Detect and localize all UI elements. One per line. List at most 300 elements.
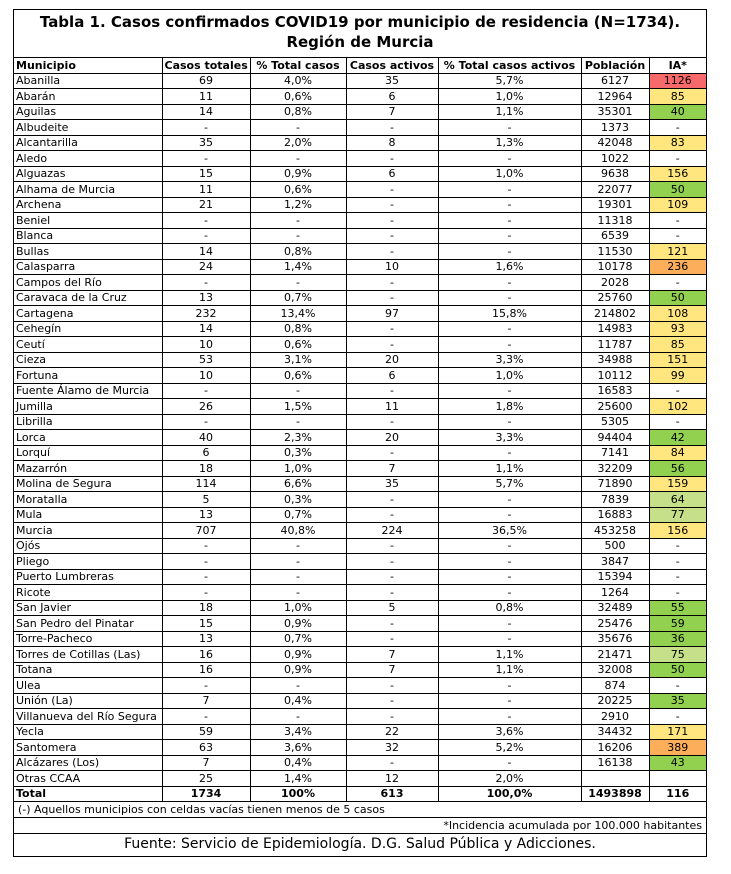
cell-municipio: Unión (La)	[14, 693, 162, 709]
cell-pct-casos-activos: 1,0%	[438, 89, 581, 105]
cell-municipio: Bullas	[14, 244, 162, 260]
cell-casos-totales: 26	[162, 399, 250, 415]
cell-pct-casos-activos: -	[438, 337, 581, 353]
cell-municipio: Cieza	[14, 352, 162, 368]
cell-poblacion: 25760	[581, 290, 649, 306]
cell-pct-casos-activos: -	[438, 693, 581, 709]
cell-ia: 159	[649, 476, 706, 492]
cell-casos-totales: 18	[162, 461, 250, 477]
cell-casos-activos: 22	[346, 724, 438, 740]
cell-pct-casos-activos: -	[438, 445, 581, 461]
cell-pct-total-casos: -	[250, 569, 346, 585]
table-row	[14, 755, 706, 771]
table-row	[14, 445, 706, 461]
cell-casos-totales: 11	[162, 182, 250, 198]
cell-pct-casos-activos: -	[438, 228, 581, 244]
cell-poblacion: 35301	[581, 104, 649, 120]
cell-pct-total-casos: 0,8%	[250, 244, 346, 260]
cell-casos-activos: -	[346, 321, 438, 337]
footnote-dash: (-) Aquellos municipios con celdas vacías tienen menos de 5 casos	[14, 802, 706, 818]
cell-poblacion: 1373	[581, 120, 649, 136]
table-row	[14, 430, 706, 446]
cell-poblacion: 10112	[581, 368, 649, 384]
cell-casos-activos: 11	[346, 399, 438, 415]
cell-pct-total-casos: 3,4%	[250, 724, 346, 740]
cell-casos-activos: 97	[346, 306, 438, 322]
cell-ia: 156	[649, 523, 706, 539]
cell-municipio: San Pedro del Pinatar	[14, 616, 162, 632]
cell-ia: 36	[649, 631, 706, 647]
cell-poblacion: 34988	[581, 352, 649, 368]
cell-ia: -	[649, 569, 706, 585]
table-row	[14, 244, 706, 260]
cell-ia: -	[649, 151, 706, 167]
cell-poblacion: 453258	[581, 523, 649, 539]
cell-poblacion: 21471	[581, 647, 649, 663]
cell-pct-casos-activos: -	[438, 383, 581, 399]
cell-poblacion: 32209	[581, 461, 649, 477]
header-casos-totales: Casos totales	[162, 58, 250, 73]
cell-municipio: Otras CCAA	[14, 771, 162, 787]
cell-ia	[649, 771, 706, 787]
cell-municipio: Mula	[14, 507, 162, 523]
cell-poblacion	[581, 771, 649, 787]
table-row	[14, 120, 706, 136]
cases-table	[14, 58, 706, 802]
cell-ia: 50	[649, 290, 706, 306]
title-line-2: Región de Murcia	[286, 33, 434, 51]
cell-pct-total-casos: 6,6%	[250, 476, 346, 492]
cell-municipio: Fortuna	[14, 368, 162, 384]
cell-casos-totales: 11	[162, 89, 250, 105]
cell-pct-casos-activos: 2,0%	[438, 771, 581, 787]
cell-pct-total-casos: -	[250, 120, 346, 136]
cell-casos-activos: -	[346, 445, 438, 461]
cell-pct-casos-activos: -	[438, 631, 581, 647]
cell-poblacion: 16883	[581, 507, 649, 523]
cell-poblacion: 7141	[581, 445, 649, 461]
table-row	[14, 197, 706, 213]
table-row	[14, 476, 706, 492]
cell-pct-total-casos: 0,4%	[250, 693, 346, 709]
cell-casos-activos: -	[346, 507, 438, 523]
cell-ia: 156	[649, 166, 706, 182]
cell-poblacion: 214802	[581, 306, 649, 322]
cell-municipio: Librilla	[14, 414, 162, 430]
cell-municipio: Cehegín	[14, 321, 162, 337]
cell-casos-activos: -	[346, 585, 438, 601]
cell-casos-totales: -	[162, 151, 250, 167]
cell-casos-totales: 14	[162, 104, 250, 120]
cell-municipio: Ulea	[14, 678, 162, 694]
header-poblacion: Población	[581, 58, 649, 73]
cell-pct-casos-activos: -	[438, 182, 581, 198]
cell-pct-total-casos: 2,0%	[250, 135, 346, 151]
cell-casos-totales: 25	[162, 771, 250, 787]
cell-ia: 50	[649, 182, 706, 198]
cell-casos-activos: 32	[346, 740, 438, 756]
cell-poblacion: 3847	[581, 554, 649, 570]
cell-ia: 171	[649, 724, 706, 740]
cell-pct-total-casos: 0,6%	[250, 368, 346, 384]
cell-casos-totales: -	[162, 120, 250, 136]
table-row	[14, 569, 706, 585]
total-pct-casos: 100%	[250, 786, 346, 802]
cell-poblacion: 11787	[581, 337, 649, 353]
cell-pct-casos-activos: 5,7%	[438, 476, 581, 492]
cell-ia: 59	[649, 616, 706, 632]
cell-ia: 40	[649, 104, 706, 120]
table-row	[14, 135, 706, 151]
cell-municipio: Ojós	[14, 538, 162, 554]
cell-municipio: Lorca	[14, 430, 162, 446]
cell-municipio: Calasparra	[14, 259, 162, 275]
cell-casos-totales: 707	[162, 523, 250, 539]
cell-pct-total-casos: 0,3%	[250, 445, 346, 461]
cell-pct-total-casos: 0,6%	[250, 182, 346, 198]
cell-pct-casos-activos: -	[438, 616, 581, 632]
cell-municipio: Torre-Pacheco	[14, 631, 162, 647]
cell-casos-totales: 15	[162, 616, 250, 632]
cell-pct-total-casos: -	[250, 213, 346, 229]
cell-casos-activos: -	[346, 337, 438, 353]
cell-pct-casos-activos: 5,2%	[438, 740, 581, 756]
cell-ia: 50	[649, 662, 706, 678]
cell-pct-total-casos: -	[250, 228, 346, 244]
cell-casos-activos: -	[346, 616, 438, 632]
cell-casos-totales: 16	[162, 662, 250, 678]
cell-poblacion: 5305	[581, 414, 649, 430]
table-row	[14, 771, 706, 787]
cell-ia: 151	[649, 352, 706, 368]
cell-pct-total-casos: 1,5%	[250, 399, 346, 415]
cell-poblacion: 16583	[581, 383, 649, 399]
cell-casos-totales: -	[162, 538, 250, 554]
cell-casos-totales: 114	[162, 476, 250, 492]
cell-casos-totales: 24	[162, 259, 250, 275]
cell-pct-casos-activos: 3,3%	[438, 352, 581, 368]
cell-ia: -	[649, 120, 706, 136]
cell-casos-totales: -	[162, 554, 250, 570]
cell-casos-totales: 13	[162, 631, 250, 647]
cell-municipio: Beniel	[14, 213, 162, 229]
cell-municipio: Alhama de Murcia	[14, 182, 162, 198]
header-casos-activos: Casos activos	[346, 58, 438, 73]
cell-pct-casos-activos: 1,0%	[438, 166, 581, 182]
cell-ia: 75	[649, 647, 706, 663]
cell-casos-activos: 20	[346, 352, 438, 368]
cell-poblacion: 25476	[581, 616, 649, 632]
cell-poblacion: 10178	[581, 259, 649, 275]
source-note: Fuente: Servicio de Epidemiología. D.G. Salud Pública y Adicciones.	[124, 836, 596, 852]
cell-casos-activos: 6	[346, 89, 438, 105]
cell-casos-activos: 6	[346, 368, 438, 384]
cell-casos-totales: 7	[162, 755, 250, 771]
cell-ia: 389	[649, 740, 706, 756]
cell-municipio: Caravaca de la Cruz	[14, 290, 162, 306]
cell-municipio: Cartagena	[14, 306, 162, 322]
table-row	[14, 693, 706, 709]
cell-pct-casos-activos: -	[438, 151, 581, 167]
table-row	[14, 492, 706, 508]
cell-casos-activos: -	[346, 182, 438, 198]
table-row	[14, 616, 706, 632]
cell-pct-casos-activos: -	[438, 414, 581, 430]
cell-casos-totales: -	[162, 585, 250, 601]
table-row	[14, 228, 706, 244]
cell-poblacion: 11530	[581, 244, 649, 260]
cell-ia: 77	[649, 507, 706, 523]
cell-ia: 108	[649, 306, 706, 322]
cell-casos-totales: 21	[162, 197, 250, 213]
cell-casos-activos: -	[346, 244, 438, 260]
cell-ia: -	[649, 213, 706, 229]
table-row	[14, 399, 706, 415]
cell-ia: 1126	[649, 73, 706, 89]
table-row	[14, 600, 706, 616]
cell-pct-total-casos: 13,4%	[250, 306, 346, 322]
cell-casos-totales: 232	[162, 306, 250, 322]
table-row	[14, 259, 706, 275]
cell-municipio: Archena	[14, 197, 162, 213]
cell-poblacion: 19301	[581, 197, 649, 213]
cell-casos-totales: 59	[162, 724, 250, 740]
table-row	[14, 73, 706, 89]
cell-ia: -	[649, 538, 706, 554]
cell-ia: -	[649, 228, 706, 244]
cell-pct-casos-activos: 1,6%	[438, 259, 581, 275]
cell-pct-total-casos: 0,6%	[250, 337, 346, 353]
table-row	[14, 383, 706, 399]
cell-ia: -	[649, 275, 706, 291]
cell-pct-casos-activos: 1,1%	[438, 104, 581, 120]
cell-pct-casos-activos: 3,3%	[438, 430, 581, 446]
cell-municipio: Lorquí	[14, 445, 162, 461]
cell-casos-totales: 5	[162, 492, 250, 508]
cell-pct-casos-activos: -	[438, 275, 581, 291]
cell-poblacion: 12964	[581, 89, 649, 105]
cell-municipio: Albudeite	[14, 120, 162, 136]
cell-casos-totales: 7	[162, 693, 250, 709]
cell-ia: -	[649, 678, 706, 694]
cell-municipio: Blanca	[14, 228, 162, 244]
cell-casos-totales: 10	[162, 337, 250, 353]
cell-municipio: Mazarrón	[14, 461, 162, 477]
cell-ia: 99	[649, 368, 706, 384]
cell-poblacion: 1022	[581, 151, 649, 167]
table-row	[14, 213, 706, 229]
cell-municipio: San Javier	[14, 600, 162, 616]
cell-municipio: Puerto Lumbreras	[14, 569, 162, 585]
cell-pct-total-casos: -	[250, 414, 346, 430]
cell-pct-casos-activos: -	[438, 321, 581, 337]
cell-casos-totales: 13	[162, 290, 250, 306]
cell-pct-casos-activos: -	[438, 507, 581, 523]
cell-casos-totales: 13	[162, 507, 250, 523]
table-row	[14, 507, 706, 523]
cell-pct-total-casos: -	[250, 383, 346, 399]
cell-casos-activos: -	[346, 492, 438, 508]
cell-pct-casos-activos: -	[438, 709, 581, 725]
cell-ia: 93	[649, 321, 706, 337]
cell-pct-total-casos: 0,8%	[250, 321, 346, 337]
cell-pct-casos-activos: -	[438, 290, 581, 306]
cell-pct-total-casos: 0,7%	[250, 290, 346, 306]
cell-poblacion: 1264	[581, 585, 649, 601]
table-row	[14, 306, 706, 322]
cell-casos-totales: 35	[162, 135, 250, 151]
cell-pct-casos-activos: -	[438, 554, 581, 570]
footnote-ia: *Incidencia acumulada por 100.000 habitantes	[14, 818, 706, 834]
cell-municipio: Totana	[14, 662, 162, 678]
cell-casos-activos: -	[346, 678, 438, 694]
cell-casos-activos: -	[346, 120, 438, 136]
cell-ia: 102	[649, 399, 706, 415]
total-casos: 1734	[162, 786, 250, 802]
cell-casos-activos: -	[346, 275, 438, 291]
cell-poblacion: 7839	[581, 492, 649, 508]
cell-casos-activos: -	[346, 290, 438, 306]
cell-ia: 64	[649, 492, 706, 508]
cell-casos-totales: -	[162, 213, 250, 229]
cell-pct-total-casos: 3,1%	[250, 352, 346, 368]
total-ia: 116	[649, 786, 706, 802]
cell-municipio: Abanilla	[14, 73, 162, 89]
cell-municipio: Jumilla	[14, 399, 162, 415]
table-row	[14, 151, 706, 167]
cell-ia: 56	[649, 461, 706, 477]
cell-pct-total-casos: 0,9%	[250, 647, 346, 663]
cell-pct-total-casos: 0,9%	[250, 166, 346, 182]
table-body	[14, 73, 706, 786]
cell-poblacion: 42048	[581, 135, 649, 151]
cell-municipio: Pliego	[14, 554, 162, 570]
cell-pct-total-casos: 0,9%	[250, 662, 346, 678]
table-row	[14, 662, 706, 678]
cell-casos-totales: 18	[162, 600, 250, 616]
cell-ia: 35	[649, 693, 706, 709]
cell-casos-activos: -	[346, 554, 438, 570]
table-title	[14, 10, 706, 58]
cell-municipio: Alcázares (Los)	[14, 755, 162, 771]
cell-pct-casos-activos: -	[438, 755, 581, 771]
cell-ia: -	[649, 554, 706, 570]
cell-casos-activos: 5	[346, 600, 438, 616]
cell-casos-activos: 6	[346, 166, 438, 182]
cell-poblacion: 94404	[581, 430, 649, 446]
total-label: Total	[14, 786, 162, 802]
cell-pct-total-casos: 0,3%	[250, 492, 346, 508]
cell-poblacion: 25600	[581, 399, 649, 415]
table-row	[14, 740, 706, 756]
cell-municipio: Torres de Cotillas (Las)	[14, 647, 162, 663]
cell-pct-total-casos: 0,7%	[250, 507, 346, 523]
cell-pct-total-casos: 0,6%	[250, 89, 346, 105]
table-row	[14, 461, 706, 477]
cell-pct-casos-activos: -	[438, 678, 581, 694]
cell-casos-totales: 53	[162, 352, 250, 368]
cell-casos-activos: -	[346, 197, 438, 213]
cell-municipio: Fuente Álamo de Murcia	[14, 383, 162, 399]
cell-ia: 84	[649, 445, 706, 461]
table-row	[14, 368, 706, 384]
cell-casos-activos: 12	[346, 771, 438, 787]
cell-poblacion: 34432	[581, 724, 649, 740]
cell-pct-total-casos: 0,9%	[250, 616, 346, 632]
cell-pct-casos-activos: 15,8%	[438, 306, 581, 322]
cell-ia: 85	[649, 337, 706, 353]
cell-poblacion: 16138	[581, 755, 649, 771]
cell-ia: -	[649, 709, 706, 725]
cell-casos-activos: -	[346, 631, 438, 647]
cell-municipio: Abarán	[14, 89, 162, 105]
cell-casos-activos: -	[346, 383, 438, 399]
cell-poblacion: 2028	[581, 275, 649, 291]
cell-poblacion: 14983	[581, 321, 649, 337]
cell-ia: 43	[649, 755, 706, 771]
cell-casos-activos: 35	[346, 73, 438, 89]
cell-poblacion: 2910	[581, 709, 649, 725]
cell-casos-activos: 7	[346, 662, 438, 678]
cell-casos-totales: 69	[162, 73, 250, 89]
cell-pct-total-casos: 0,4%	[250, 755, 346, 771]
cell-casos-totales: -	[162, 414, 250, 430]
cell-pct-casos-activos: 0,8%	[438, 600, 581, 616]
cell-pct-casos-activos: -	[438, 569, 581, 585]
cell-casos-activos: -	[346, 213, 438, 229]
cell-municipio: Molina de Segura	[14, 476, 162, 492]
cell-pct-total-casos: 4,0%	[250, 73, 346, 89]
cell-casos-activos: -	[346, 709, 438, 725]
cell-casos-activos: 224	[346, 523, 438, 539]
cell-pct-total-casos: -	[250, 678, 346, 694]
cell-casos-activos: 10	[346, 259, 438, 275]
cell-casos-activos: 20	[346, 430, 438, 446]
cell-poblacion: 32489	[581, 600, 649, 616]
cell-ia: 236	[649, 259, 706, 275]
cell-casos-totales: -	[162, 383, 250, 399]
cell-municipio: Yecla	[14, 724, 162, 740]
cell-casos-activos: -	[346, 755, 438, 771]
cell-casos-totales: -	[162, 228, 250, 244]
report-table-frame	[13, 9, 707, 857]
header-row	[14, 58, 706, 73]
cell-poblacion: 15394	[581, 569, 649, 585]
cell-casos-totales: 63	[162, 740, 250, 756]
cell-poblacion: 9638	[581, 166, 649, 182]
cell-poblacion: 6539	[581, 228, 649, 244]
cell-casos-activos: -	[346, 151, 438, 167]
cell-casos-totales: 10	[162, 368, 250, 384]
cell-ia: 55	[649, 600, 706, 616]
cell-pct-casos-activos: 1,0%	[438, 368, 581, 384]
table-row	[14, 538, 706, 554]
cell-poblacion: 71890	[581, 476, 649, 492]
cell-pct-casos-activos: 5,7%	[438, 73, 581, 89]
cell-pct-total-casos: 40,8%	[250, 523, 346, 539]
cell-municipio: Murcia	[14, 523, 162, 539]
cell-poblacion: 874	[581, 678, 649, 694]
cell-pct-total-casos: -	[250, 585, 346, 601]
cell-casos-activos: -	[346, 414, 438, 430]
cell-casos-totales: -	[162, 569, 250, 585]
cell-pct-total-casos: 0,8%	[250, 104, 346, 120]
cell-ia: 121	[649, 244, 706, 260]
cell-pct-casos-activos: -	[438, 585, 581, 601]
cell-pct-total-casos: 3,6%	[250, 740, 346, 756]
cell-poblacion: 500	[581, 538, 649, 554]
cell-casos-totales: 14	[162, 321, 250, 337]
